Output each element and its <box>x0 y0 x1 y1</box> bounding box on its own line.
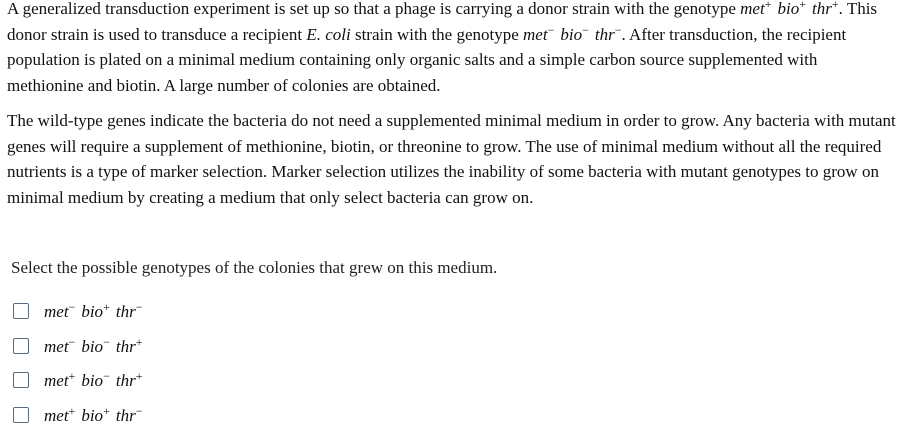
intro-text-4: . After transduction, the recipient population is plated on a minimal medium containing only organic salts and a simple carbon source supplemented with methionine and biotin. A large number of colonies are obtained. <box>7 24 847 96</box>
answer-option[interactable] <box>13 300 413 324</box>
answer-option[interactable] <box>13 335 413 359</box>
paragraph-explanation: The wild-type genes indicate the bacteria do not need a supplemented minimal medium in order to grow. Any bacteria with mutant genes will require a supplement of methionine, biotin, or threonine to grow. The use of minimal medium without all the required nutrients is a type of marker selection. Marker selection utilizes the inability of some bacteria with mutant genotypes to grow on minimal medium by creating a medium that only select bacteria can grow on. <box>7 111 896 208</box>
option-label: met− bio+ thr− <box>44 300 143 321</box>
recipient-gene-bio: bio− <box>560 22 589 44</box>
recipient-gene-thr: thr− <box>594 22 622 44</box>
donor-gene-thr: thr+ <box>812 0 839 18</box>
checkbox[interactable] <box>13 407 29 423</box>
intro-text-3: strain with the genotype <box>350 24 524 44</box>
answer-option[interactable] <box>13 404 413 425</box>
donor-gene-met: met+ <box>740 0 772 18</box>
answer-option[interactable] <box>13 369 413 393</box>
paragraph-intro <box>7 0 897 99</box>
recipient-gene-met: met− <box>523 22 555 44</box>
intro-text-2: . This donor strain is used to transduce a recipient <box>7 0 878 44</box>
option-label: met+ bio− thr+ <box>44 369 143 390</box>
checkbox[interactable] <box>13 372 29 388</box>
organism-name: E. coli <box>306 24 351 44</box>
intro-text-1: A generalized transduction experiment is set up so that a phage is carrying a donor strain with the genotype <box>7 0 741 18</box>
option-label: met− bio− thr+ <box>44 334 143 356</box>
option-label: met+ bio+ thr− <box>44 403 143 425</box>
checkbox[interactable] <box>13 303 29 319</box>
donor-gene-bio: bio+ <box>777 0 806 18</box>
question-prompt: Select the possible genotypes of the colonies that grew on this medium. <box>11 258 498 277</box>
checkbox[interactable] <box>13 338 29 354</box>
